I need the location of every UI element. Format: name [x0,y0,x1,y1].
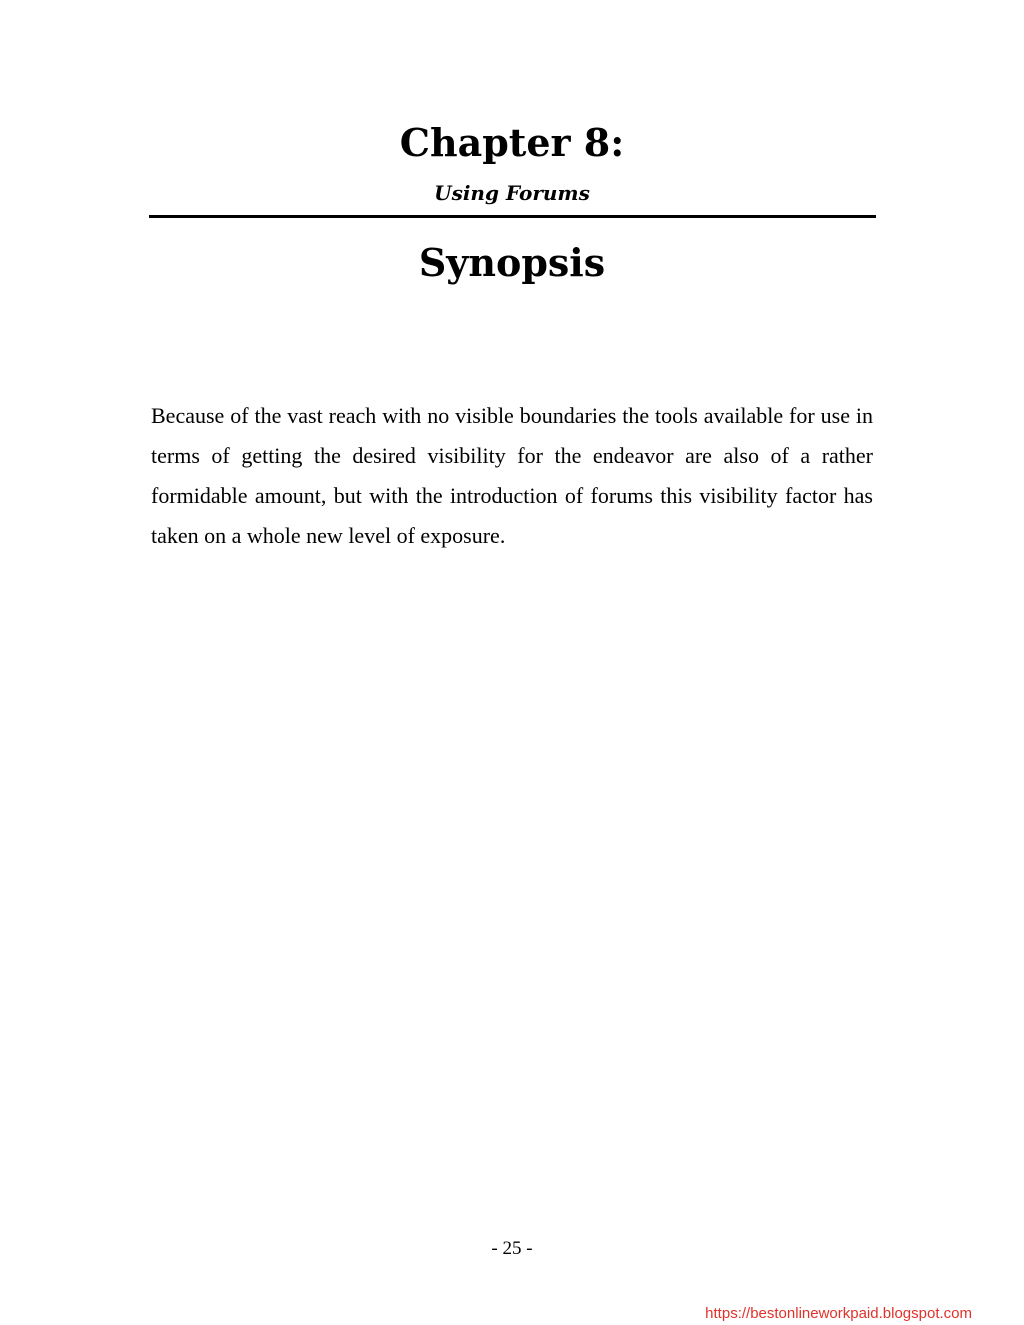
chapter-title: Chapter 8: [399,120,625,165]
chapter-subtitle: Using Forums [434,181,590,205]
title-divider [149,215,876,218]
footer-url: https://bestonlineworkpaid.blogspot.com [705,1305,972,1322]
page-number: - 25 - [491,1238,533,1259]
section-heading: Synopsis [418,240,606,285]
body-paragraph: Because of the vast reach with no visible boundaries the tools available for use in terms of getting the desired visibility for the endeavor are also of a rather formidable amount, but with the introduction of forums this visibility factor has taken on a whole new level of exposure. [151,403,873,548]
